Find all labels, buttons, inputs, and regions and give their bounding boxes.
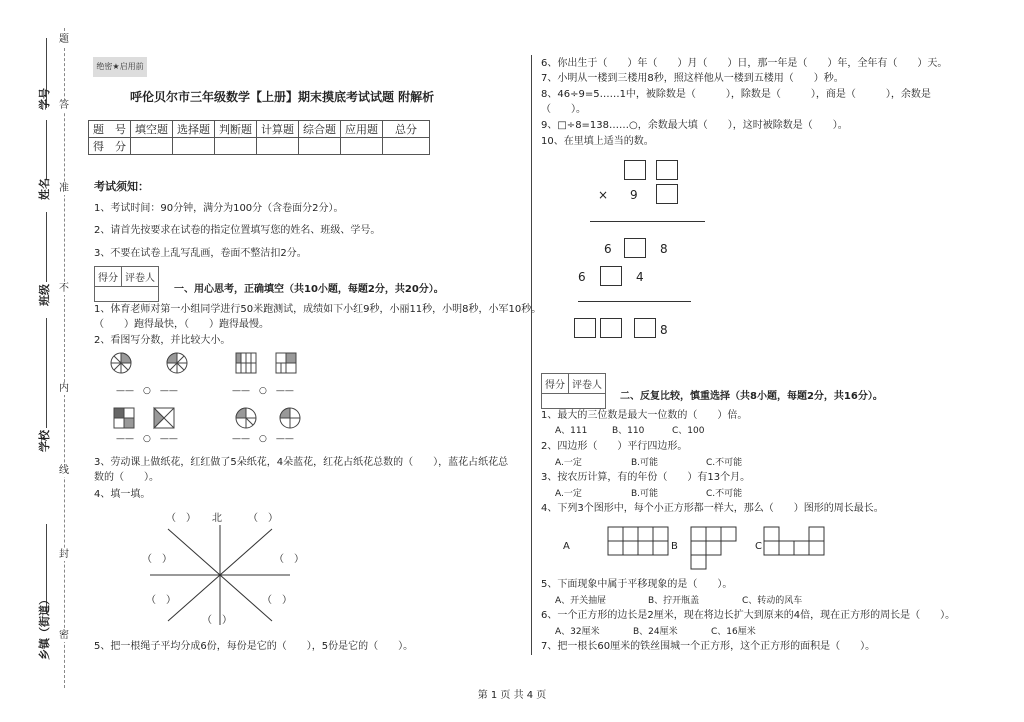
answer-box[interactable]	[600, 266, 622, 286]
option[interactable]: A、32厘米	[555, 627, 600, 637]
question-3: 3、劳动课上做纸花，红红做了5朵纸花，4朵蓝花，红花占纸花总数的（ ），蓝花占纸花总	[94, 457, 509, 468]
choice-question-3: 3、按农历计算，有的年份（ ）有13个月。	[541, 472, 751, 483]
digit: 8	[660, 323, 668, 337]
binding-word: 密	[59, 630, 69, 641]
option[interactable]: A、开关抽屉	[555, 596, 607, 606]
score-header-row	[89, 121, 430, 138]
notice-item: 1、考试时间：90分钟，满分为100分（含卷面分2分）。	[94, 203, 344, 214]
multiply-line	[590, 221, 705, 222]
digit: 6	[604, 242, 612, 256]
score-header: 填空题	[131, 121, 173, 138]
blank-line	[46, 212, 47, 282]
question-8: 8、46÷9=5……1中，被除数是（ ），除数是（ ），商是（ ），余数是	[541, 89, 931, 100]
binding-word: 答	[59, 100, 69, 111]
shape-label-a: A	[563, 541, 570, 552]
option[interactable]: B、110	[612, 426, 645, 436]
question-1: 1、体育老师对第一小组同学进行50米跑测试，成绩如下小红9秒，小丽11秒，小明8秒，小军10秒。	[94, 304, 542, 315]
question-10: 10、在里填上适当的数。	[541, 136, 654, 147]
notice-item: 2、请首先按要求在试卷的指定位置填写您的姓名、班级、学号。	[94, 225, 381, 236]
binding-word: 不	[59, 283, 69, 294]
score-row	[89, 138, 430, 155]
score-table	[88, 120, 430, 155]
blank-line	[46, 120, 47, 180]
option[interactable]: A.一定	[555, 458, 582, 468]
option[interactable]: B.可能	[631, 458, 659, 468]
score-cell[interactable]	[215, 138, 257, 155]
compass-blank-e[interactable]: （ ）	[274, 554, 304, 565]
answer-box[interactable]	[634, 318, 656, 338]
binding-word: 题	[59, 34, 69, 45]
answer-box[interactable]	[624, 160, 646, 180]
answer-box[interactable]	[624, 238, 646, 258]
digit: 8	[660, 242, 668, 256]
answer-box[interactable]	[600, 318, 622, 338]
score-header: 选择题	[173, 121, 215, 138]
choice-question-2: 2、四边形（ ）平行四边形。	[541, 441, 688, 452]
score-header: 判断题	[215, 121, 257, 138]
question-7: 7、小明从一楼到三楼用8秒，照这样他从一楼到五楼用（ ）秒。	[541, 73, 844, 84]
secret-badge: 绝密★启用前	[93, 57, 147, 77]
score-header: 综合题	[299, 121, 341, 138]
answer-box[interactable]	[656, 160, 678, 180]
choice-question-7: 7、把一根长60厘米的铁丝围城一个正方形，这个正方形的面积是（ ）。	[541, 641, 876, 652]
question-8-cont: （ ）。	[541, 104, 586, 115]
shape-b	[690, 526, 738, 572]
option[interactable]: A.一定	[555, 489, 582, 499]
grader-person-label: 评卷人	[572, 380, 602, 391]
times-sign: ×	[598, 188, 609, 202]
binding-word: 准	[59, 183, 69, 194]
score-cell[interactable]	[173, 138, 215, 155]
compass-north-label: 北	[212, 513, 222, 524]
blank-line	[46, 318, 47, 428]
shape-label-c: C	[755, 541, 762, 552]
score-header: 应用题	[341, 121, 383, 138]
option[interactable]: C、100	[672, 426, 705, 436]
option[interactable]: C.不可能	[706, 458, 743, 468]
compass-blank-se[interactable]: （ ）	[262, 595, 292, 606]
question-4: 4、填一填。	[94, 489, 151, 500]
label-town: 乡镇（街道）	[38, 594, 51, 660]
score-cell[interactable]	[131, 138, 173, 155]
score-header: 题 号	[89, 121, 131, 138]
page-footer: 第 1 页 共 4 页	[477, 690, 547, 701]
digit: 9	[630, 188, 638, 202]
label-class: 班级	[38, 284, 51, 306]
grader-box	[541, 373, 606, 409]
option[interactable]: B、24厘米	[633, 627, 678, 637]
binding-line	[64, 28, 65, 688]
score-row-label: 得 分	[89, 138, 131, 155]
digit: 6	[578, 270, 586, 284]
fraction-compare: —— ○ ——	[116, 434, 178, 444]
shape-label-b: B	[671, 541, 678, 552]
question-3-cont: 数的（ ）。	[94, 472, 159, 483]
question-1-blanks: （ ）跑得最快，（ ）跑得最慢。	[94, 319, 269, 330]
score-cell[interactable]	[383, 138, 430, 155]
score-header: 总分	[383, 121, 430, 138]
notice-heading: 考试须知：	[94, 180, 149, 193]
label-school: 学校	[38, 430, 51, 452]
notice-item: 3、不要在试卷上乱写乱画，卷面不整洁扣2分。	[94, 248, 307, 259]
grader-score-label: 得分	[95, 267, 122, 286]
compass-blank-w[interactable]: （ ）	[142, 554, 172, 565]
score-cell[interactable]	[299, 138, 341, 155]
answer-box[interactable]	[574, 318, 596, 338]
option[interactable]: C、16厘米	[711, 627, 756, 637]
question-2: 2、看图写分数，并比较大小。	[94, 335, 231, 346]
grader-box	[94, 266, 159, 302]
column-divider	[531, 55, 532, 655]
grader-score-label: 得分	[542, 374, 569, 393]
option[interactable]: C.不可能	[706, 489, 743, 499]
option[interactable]: A、111	[555, 426, 588, 436]
binding-word: 封	[59, 549, 69, 560]
multiply-line	[578, 301, 691, 302]
shape-c	[763, 526, 827, 556]
section1-heading: 一、用心思考，正确填空（共10小题，每题2分，共20分）。	[174, 284, 444, 295]
label-student-id: 学号	[38, 88, 51, 110]
compass-blank-ne[interactable]: （ ）	[248, 513, 278, 524]
label-name: 姓名	[38, 178, 51, 200]
fraction-compare: —— ○ ——	[232, 386, 294, 396]
page-title: 呼伦贝尔市三年级数学【上册】期末摸底考试试题 附解析	[130, 90, 435, 104]
digit: 4	[636, 270, 644, 284]
option[interactable]: B.可能	[631, 489, 659, 499]
compass-blank-sw[interactable]: （ ）	[146, 595, 176, 606]
section2-heading: 二、反复比较，慎重选择（共8小题，每题2分，共16分）。	[620, 391, 883, 402]
question-9: 9、□÷8=138……○，余数最大填（ ），这时被除数是（ ）。	[541, 120, 848, 131]
option[interactable]: B、拧开瓶盖	[648, 596, 700, 606]
choice-question-1: 1、最大的三位数是最大一位数的（ ）倍。	[541, 410, 748, 421]
compass-blank-s[interactable]: （ ）	[202, 615, 232, 626]
question-5: 5、把一根绳子平均分成6份，每份是它的（ ），5份是它的（ ）。	[94, 641, 414, 652]
fraction-compare: —— ○ ——	[232, 434, 294, 444]
grader-person-label: 评卷人	[125, 273, 155, 284]
shape-a	[607, 526, 669, 556]
fraction-compare: —— ○ ——	[116, 386, 178, 396]
binding-word: 内	[59, 383, 69, 394]
compass-blank-nw[interactable]: （ ）	[166, 513, 196, 524]
question-6: 6、你出生于（ ）年（ ）月（ ）日，那一年是（ ）年，全年有（ ）天。	[541, 58, 948, 69]
score-cell[interactable]	[341, 138, 383, 155]
answer-box[interactable]	[656, 184, 678, 204]
compass-diagram	[150, 525, 290, 625]
choice-question-5: 5、下面现象中属于平移现象的是（ ）。	[541, 579, 733, 590]
choice-question-4: 4、下列3个图形中，每个小正方形都一样大，那么（ ）图形的周长最长。	[541, 503, 884, 514]
binding-word: 线	[59, 465, 69, 476]
score-cell[interactable]	[257, 138, 299, 155]
option[interactable]: C、转动的风车	[742, 596, 803, 606]
choice-question-6: 6、一个正方形的边长是2厘米，现在将边长扩大到原来的4倍，现在正方形的周长是（ ）。	[541, 610, 956, 621]
score-header: 计算题	[257, 121, 299, 138]
